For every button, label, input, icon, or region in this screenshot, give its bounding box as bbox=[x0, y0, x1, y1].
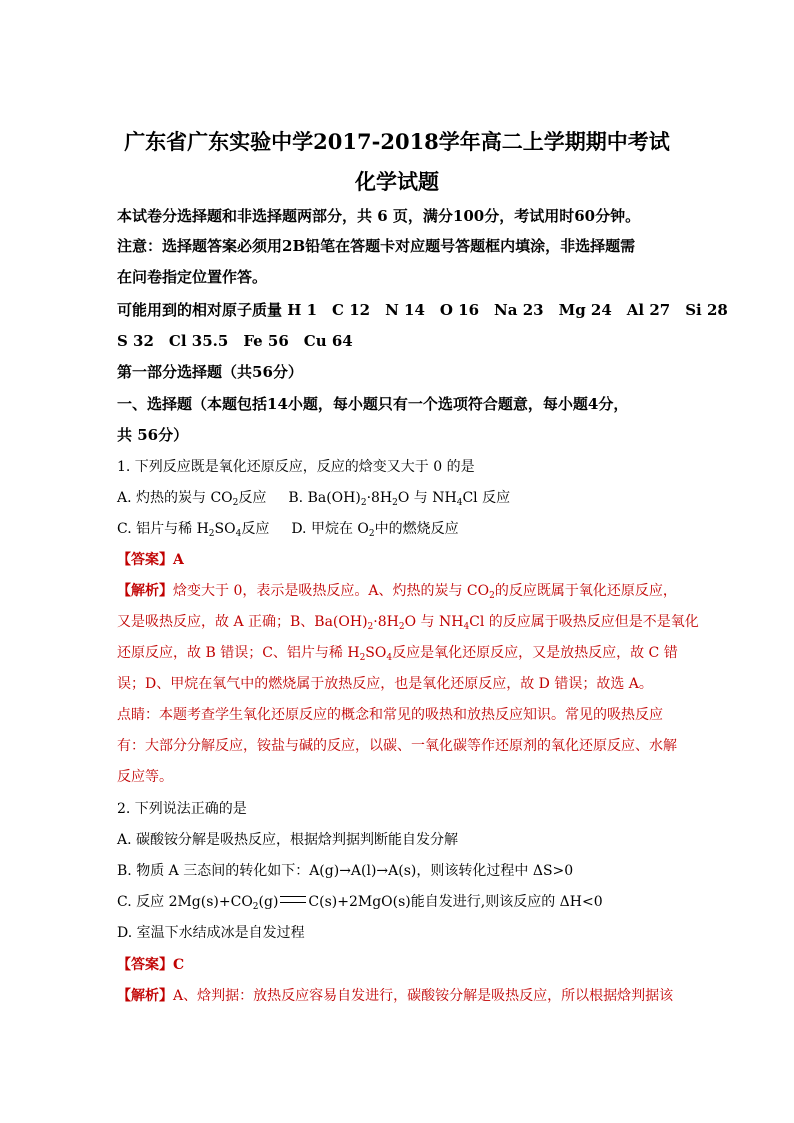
question-2-option-b: B. 物质 A 三态间的转化如下：A(g)→A(l)→A(s)，则该转化过程中 ΔS>0 bbox=[117, 863, 574, 879]
section-heading-1: 一、选择题（本题包括14小题，每小题只有一个选项符合题意，每小题4分， bbox=[117, 395, 629, 413]
question-1-point-3: 反应等。 bbox=[117, 769, 173, 785]
question-2-option-a: A. 碳酸铵分解是吸热反应，根据焓判据判断能自发分解 bbox=[117, 832, 459, 848]
question-1-options-cd bbox=[117, 519, 459, 539]
question-2-answer bbox=[117, 955, 184, 975]
atomic-mass-line-1: 可能用到的相对原子质量 H 1 C 12 N 14 O 16 Na 23 Mg 24 Al 27 Si 28 bbox=[117, 301, 728, 319]
question-2-option-d: D. 室温下水结成冰是自发过程 bbox=[117, 925, 305, 941]
question-1-options-ab bbox=[117, 488, 510, 508]
exam-title: 广东省广东实验中学2017-2018学年高二上学期期中考试 bbox=[124, 129, 670, 154]
answer-tag: 【答案】 bbox=[117, 957, 173, 973]
notice-line-1: 注意：选择题答案必须用2B铅笔在答题卡对应题号答题框内填涂，非选择题需 bbox=[117, 237, 636, 255]
intro-line: 本试卷分选择题和非选择题两部分，共 6 页，满分100分，考试用时60分钟。 bbox=[117, 207, 641, 225]
exam-subtitle: 化学试题 bbox=[355, 169, 439, 194]
option-a: A. 灼热的炭与 $CO_2$反应 bbox=[117, 490, 267, 508]
question-1-explanation-3: 还原反应，故 B 错误；C、铝片与稀 $H_2SO_4$反应是氧化还原反应，又是放热反应，故 C 错 bbox=[117, 645, 678, 663]
explanation-tag: 【解析】 bbox=[117, 988, 173, 1004]
question-2-explanation-1: 【解析】A、焓判据：放热反应容易自发进行，碳酸铵分解是吸热反应，所以根据焓判据该 bbox=[117, 988, 674, 1004]
option-d: D. 甲烷在 $O_2$中的燃烧反应 bbox=[291, 521, 459, 539]
question-1-stem: 1. 下列反应既是氧化还原反应，反应的焓变又大于 0 的是 bbox=[117, 459, 475, 475]
answer-value: C bbox=[173, 957, 185, 973]
answer-tag: 【答案】 bbox=[117, 552, 173, 568]
question-2-stem: 2. 下列说法正确的是 bbox=[117, 801, 247, 817]
reaction-arrow-icon bbox=[280, 896, 306, 903]
notice-line-2: 在问卷指定位置作答。 bbox=[117, 268, 268, 286]
question-1-explanation-4: 误；D、甲烷在氧气中的燃烧属于放热反应，也是氧化还原反应，故 D 错误；故选 A。 bbox=[117, 676, 653, 692]
question-1-explanation-1: 【解析】焓变大于 0，表示是吸热反应。A、灼热的炭与 $CO_2$的反应既属于氧化还原反应， bbox=[117, 583, 677, 601]
question-2-option-c: C. 反应 $2Mg(s)+CO_2(g)$ C(s)+2MgO(s)能自发进行,则该反应的 ΔH<0 bbox=[117, 894, 603, 912]
question-1-answer bbox=[117, 550, 184, 570]
section-heading-2: 共 56分） bbox=[117, 426, 189, 444]
answer-value: A bbox=[173, 552, 184, 568]
question-1-explanation-2: 又是吸热反应，故 A 正确；B、$Ba(OH)_2\cdot 8H_2O$ 与 $NH_4Cl$ 的反应属于吸热反应但是不是氧化 bbox=[117, 614, 699, 632]
atomic-mass-line-2: S 32 Cl 35.5 Fe 56 Cu 64 bbox=[117, 332, 353, 350]
question-1-point-1: 点睛：本题考查学生氧化还原反应的概念和常见的吸热和放热反应知识。常见的吸热反应 bbox=[117, 707, 663, 723]
explanation-tag: 【解析】 bbox=[117, 583, 173, 599]
part-heading: 第一部分选择题（共56分） bbox=[117, 363, 303, 381]
question-1-point-2: 有：大部分分解反应，铵盐与碱的反应，以碳、一氧化碳等作还原剂的氧化还原反应、水解 bbox=[117, 738, 677, 754]
option-b: B. $Ba(OH)_2\cdot 8H_2O$ 与 $NH_4Cl$ 反应 bbox=[288, 490, 511, 508]
option-c: C. 铝片与稀 $H_2SO_4$反应 bbox=[117, 521, 270, 539]
